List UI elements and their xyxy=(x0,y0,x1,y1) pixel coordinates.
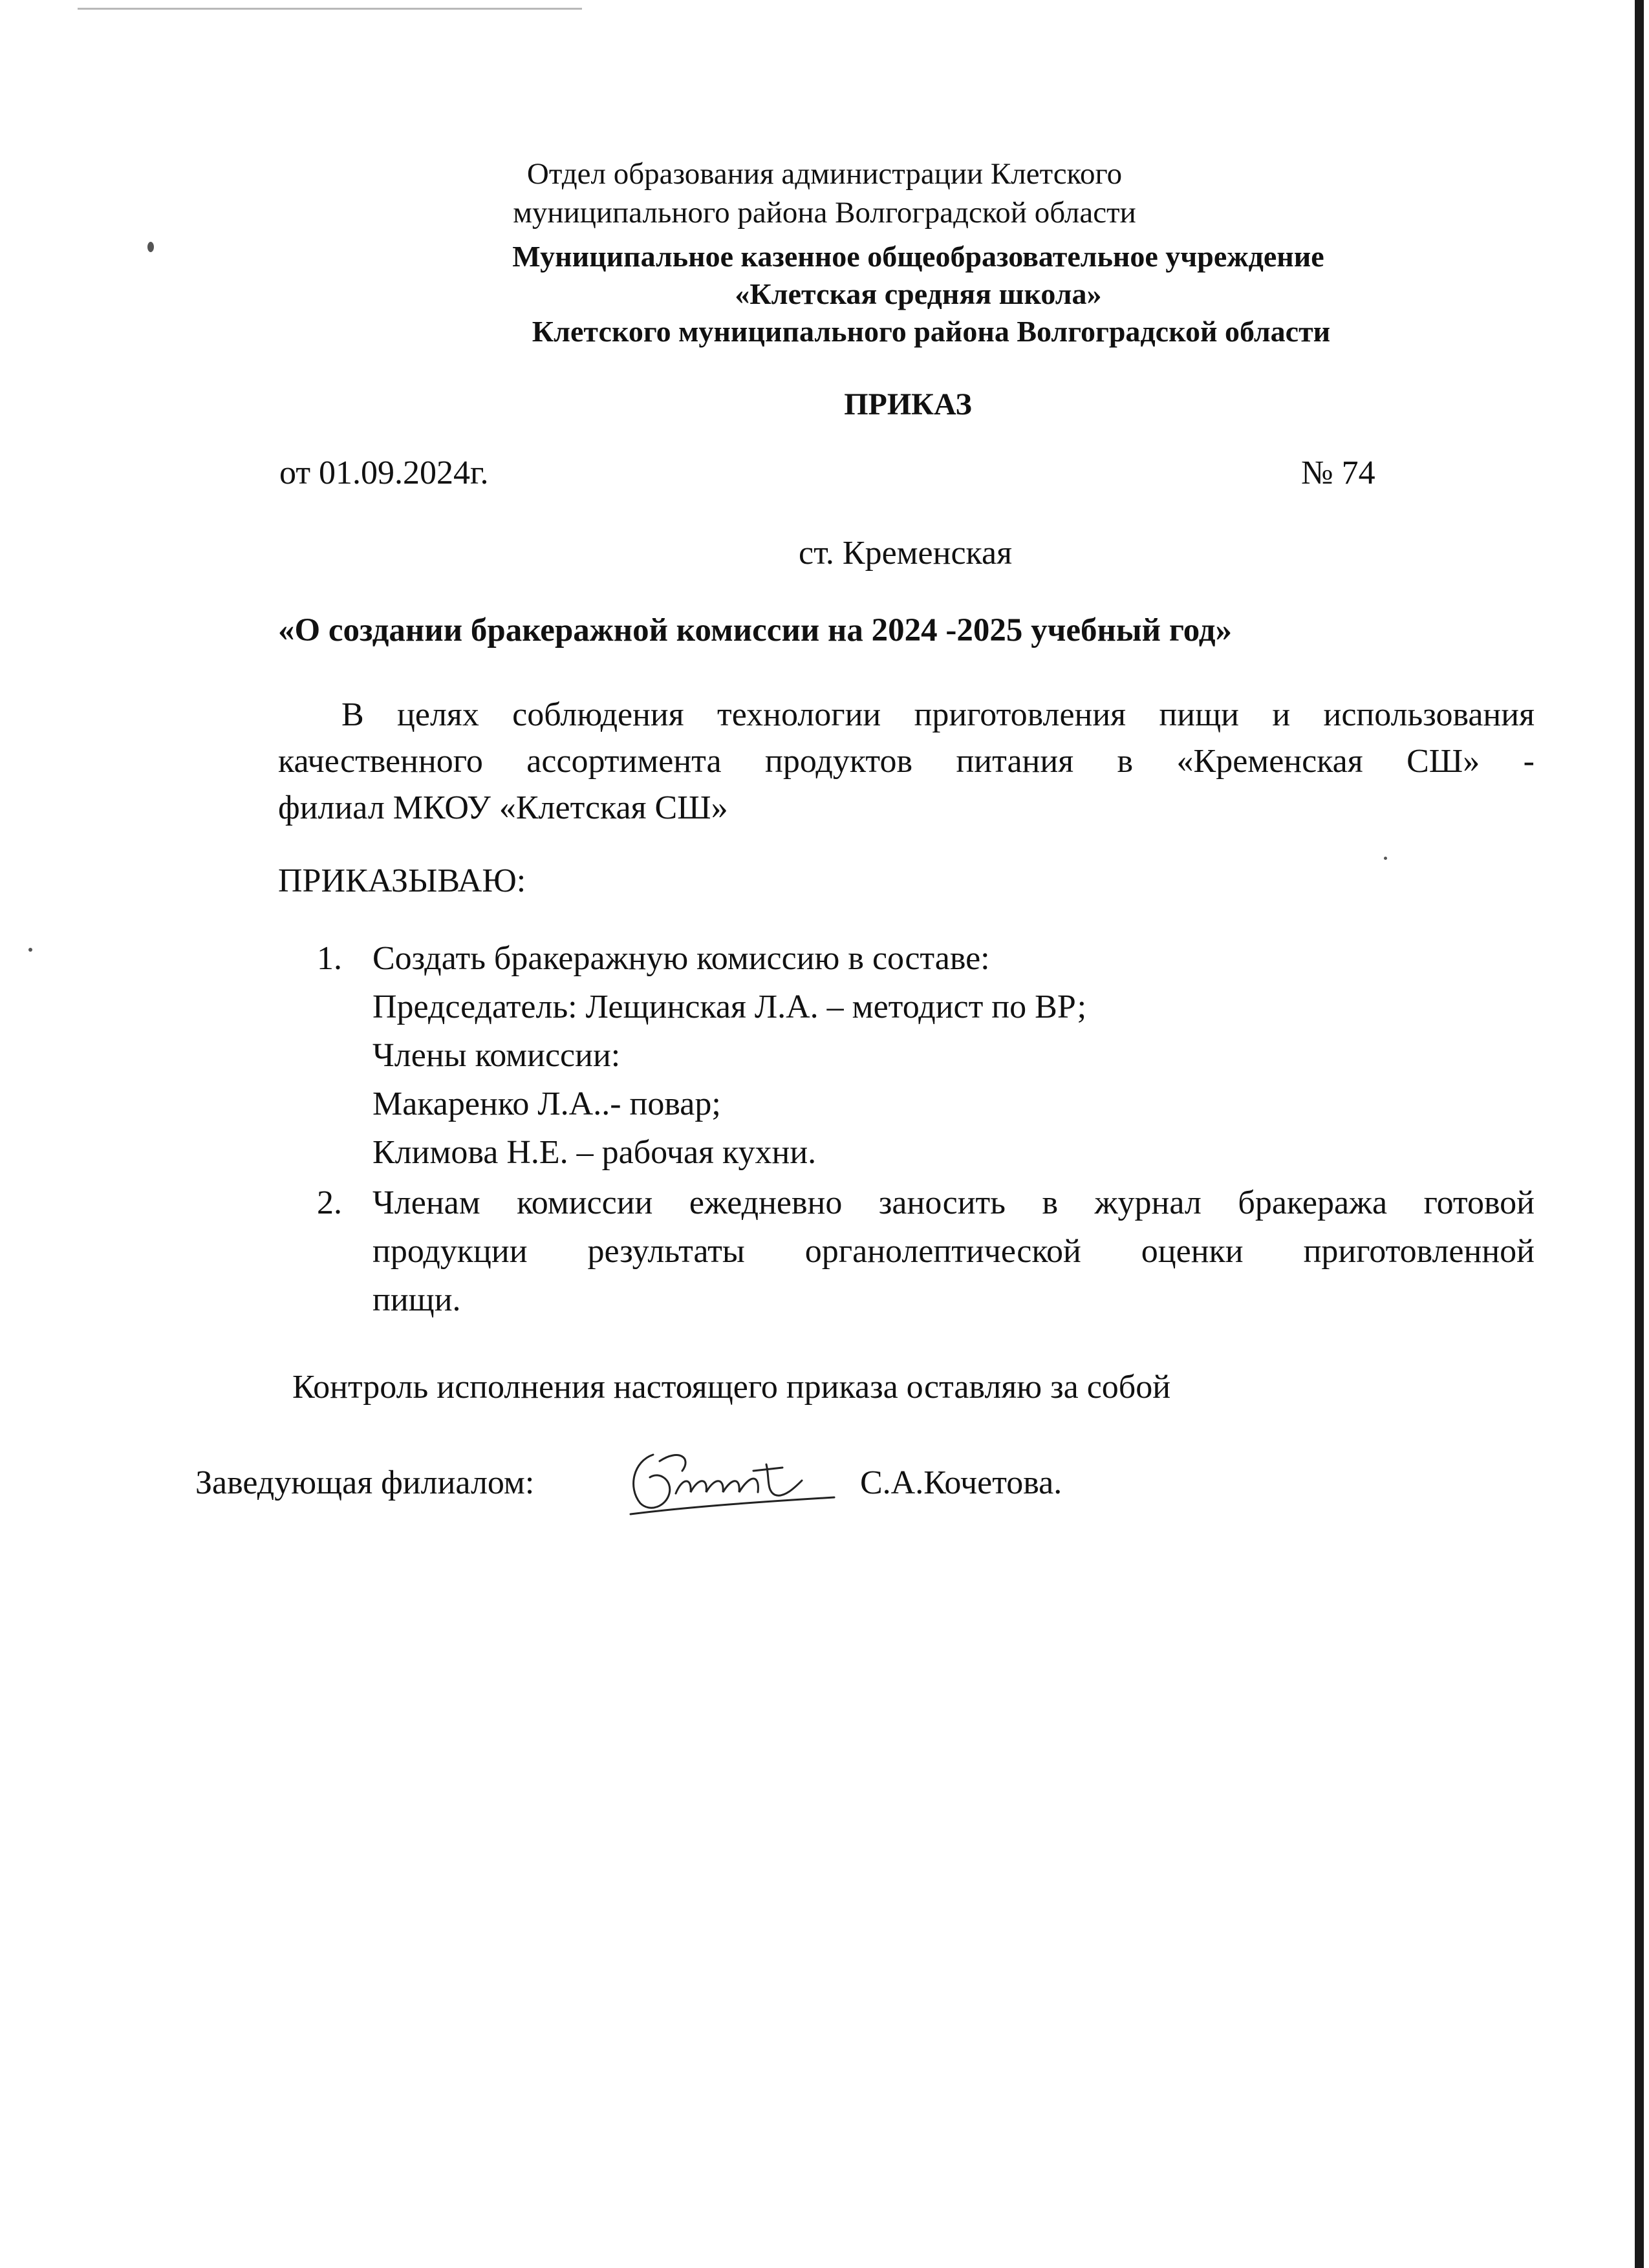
preamble-line-3: филиал МКОУ «Клетская СШ» xyxy=(278,789,728,826)
list-item-line: Макаренко Л.А..- повар; xyxy=(372,1086,721,1122)
list-item-line: Члены комиссии: xyxy=(372,1037,621,1074)
order-word: ПРИКАЗЫВАЮ: xyxy=(278,862,526,899)
department-line-2: муниципального района Волгоградской области xyxy=(513,196,1136,230)
doc-date: от 01.09.2024г. xyxy=(279,455,489,491)
list-item-line: Климова Н.Е. – рабочая кухни. xyxy=(372,1134,817,1171)
handwritten-signature xyxy=(614,1442,847,1519)
doc-title: «О создании бракеражной комиссии на 2024 -2025 учебный год» xyxy=(278,612,1233,648)
preamble-line-2: качественного ассортимента продуктов питания в «Кременская СШ» - xyxy=(278,743,1535,780)
scan-speck xyxy=(1384,857,1387,860)
list-item-line: Членам комиссии ежедневно заносить в журнал бракеража готовой xyxy=(372,1184,1535,1221)
list-item-line: Создать бракеражную комиссию в составе: xyxy=(372,940,990,977)
signature-position: Заведующая филиалом: xyxy=(195,1464,535,1501)
org-line-2: «Клетская средняя школа» xyxy=(735,277,1102,310)
control-statement: Контроль исполнения настоящего приказа оставляю за собой xyxy=(292,1369,1171,1406)
org-line-3: Клетского муниципального района Волгоградской области xyxy=(532,315,1331,348)
list-item-number: 1. xyxy=(317,940,342,977)
doc-number: № 74 xyxy=(1301,455,1375,491)
list-item-line: продукции результаты органолептической оценки приготовленной xyxy=(372,1233,1535,1270)
list-item-line: пищи. xyxy=(372,1281,461,1318)
scan-mark xyxy=(78,8,582,10)
doc-type: ПРИКАЗ xyxy=(844,387,972,422)
doc-place: ст. Кременская xyxy=(798,535,1013,572)
list-item-line: Председатель: Лещинская Л.А. – методист по ВР; xyxy=(372,989,1087,1025)
list-item-number: 2. xyxy=(317,1184,342,1221)
department-line-1: Отдел образования администрации Клетского xyxy=(526,157,1123,191)
scan-speck xyxy=(28,948,32,952)
preamble-line-1: В целях соблюдения технологии приготовления пищи и использования xyxy=(341,696,1535,733)
org-line-1: Муниципальное казенное общеобразовательное учреждение xyxy=(512,240,1324,273)
signatory-name: С.А.Кочетова. xyxy=(860,1464,1062,1501)
